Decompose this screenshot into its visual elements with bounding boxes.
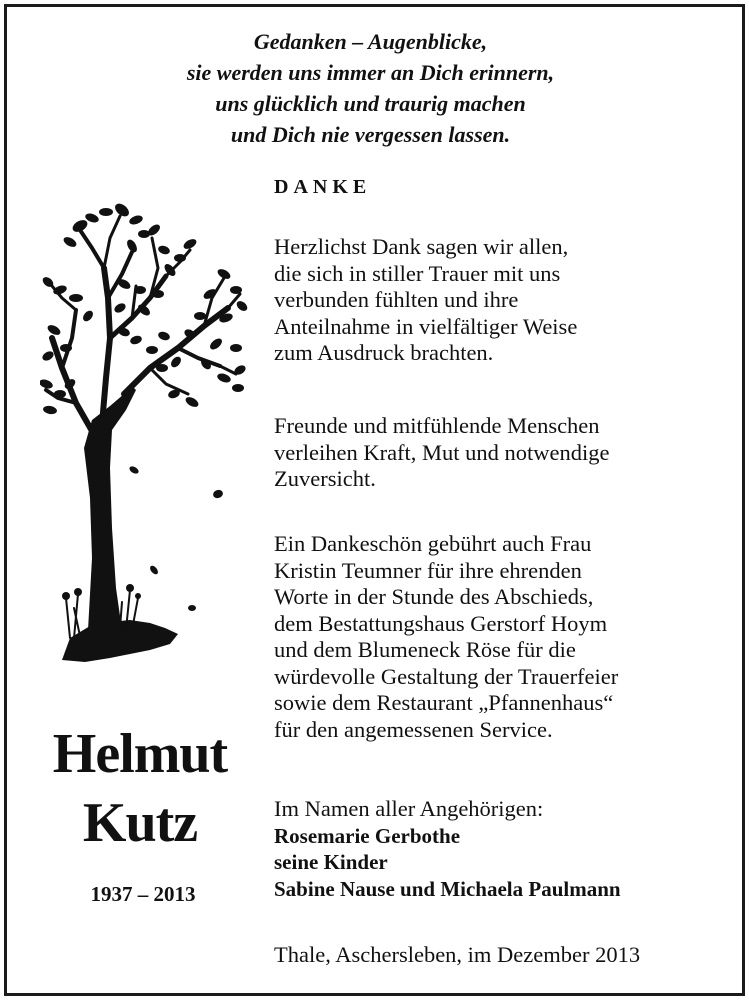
- poem-line: und Dich nie vergessen lassen.: [230, 122, 511, 147]
- paragraph-line: sowie dem Restaurant „Pfannenhaus“: [274, 690, 614, 715]
- paragraph-line: die sich in stiller Trauer mit uns: [274, 260, 561, 286]
- poem: [0, 26, 741, 150]
- paragraph-line: würdevolle Gestaltung der Trauerfeier: [274, 663, 619, 689]
- paragraph-line: Zuversicht.: [274, 466, 376, 491]
- paragraph-line: verbunden fühlten und ihre: [274, 287, 519, 312]
- paragraph-line: zum Ausdruck brachten.: [274, 340, 494, 365]
- paragraph-line: Freunde und mitfühlende Menschen: [274, 413, 600, 438]
- paragraph-line: Herzlichst Dank sagen wir allen,: [274, 234, 569, 259]
- danke-heading: DANKE: [274, 176, 372, 198]
- deceased-last-name: Kutz: [82, 792, 198, 854]
- paragraph-line: dem Bestattungshaus Gerstorf Hoym: [274, 610, 608, 636]
- signoff-name: Sabine Nause und Michaela Paulmann: [274, 876, 621, 901]
- paragraph-line: Ein Dankeschön gebührt auch Frau: [274, 531, 592, 556]
- deceased-years: 1937 – 2013: [90, 882, 196, 906]
- paragraph-line: Kristin Teumner für ihre ehrenden: [274, 557, 582, 583]
- deceased-first-name: Helmut: [52, 723, 228, 785]
- paragraph-line: für den angemessenen Service.: [274, 716, 553, 742]
- paragraph-line: Anteilnahme in vielfältiger Weise: [274, 313, 578, 339]
- thanks-paragraph-3: [274, 531, 618, 743]
- tree-silhouette-icon: [40, 198, 250, 668]
- signoff-name: Rosemarie Gerbothe: [274, 823, 461, 848]
- thanks-paragraph-1: [274, 234, 577, 367]
- signoff-intro: Im Namen aller Angehörigen:: [274, 796, 544, 821]
- poem-line: sie werden uns immer an Dich erinnern,: [186, 60, 555, 85]
- paragraph-line: und dem Blumeneck Röse für die: [274, 637, 576, 662]
- paragraph-line: verleihen Kraft, Mut und notwendige: [274, 439, 610, 465]
- poem-line: Gedanken – Augenblicke,: [253, 29, 488, 54]
- thanks-paragraph-2: [274, 413, 610, 493]
- place-date: Thale, Aschersleben, im Dezember 2013: [274, 942, 641, 967]
- signoff: [274, 796, 621, 902]
- signoff-name: seine Kinder: [274, 850, 388, 874]
- paragraph-line: Worte in der Stunde des Abschieds,: [274, 584, 594, 609]
- poem-line: uns glücklich und traurig machen: [215, 91, 526, 116]
